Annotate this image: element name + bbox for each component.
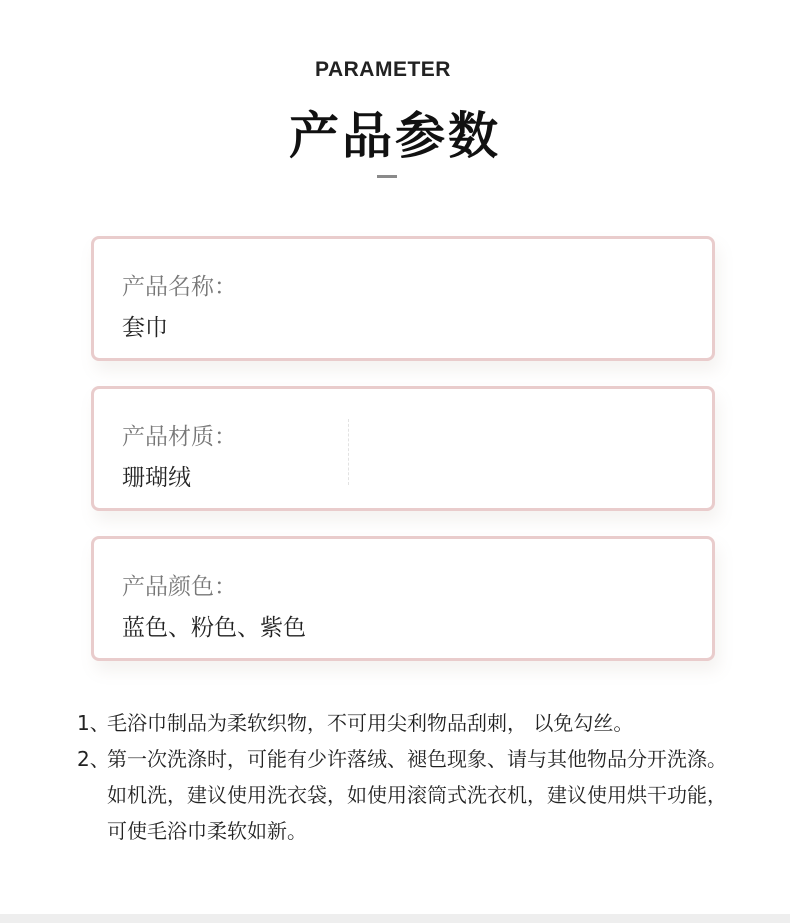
bottom-divider-band — [0, 914, 790, 923]
note-item — [77, 741, 737, 849]
param-label: 产品名称： — [122, 274, 237, 300]
note-text: 毛浴巾制品为柔软织物，不可用尖利物品刮刺， 以免勾丝。 — [107, 711, 634, 735]
param-value: 蓝色、粉色、紫色 — [122, 615, 306, 641]
care-notes — [77, 705, 737, 849]
note-text: 第一次洗涤时，可能有少许落绒、褪色现象、请与其他物品分开洗涤。如机洗，建议使用洗衣袋，如使用滚筒式洗衣机，建议使用烘干功能，可使毛浴巾柔软如新。 — [107, 747, 727, 843]
param-value: 珊瑚绒 — [122, 465, 191, 491]
param-label: 产品颜色： — [122, 574, 237, 600]
note-item — [77, 705, 737, 741]
param-card-material — [91, 386, 715, 511]
param-card-color — [91, 536, 715, 661]
param-value: 套巾 — [122, 315, 168, 341]
card-dashed-divider — [348, 419, 349, 485]
parameter-heading: PARAMETER — [315, 58, 451, 81]
title-divider — [377, 175, 397, 178]
param-card-name — [91, 236, 715, 361]
param-label: 产品材质： — [122, 424, 237, 450]
page-title: 产品参数 — [289, 107, 501, 165]
note-number: 1、 — [77, 711, 110, 735]
note-number: 2、 — [77, 747, 110, 771]
